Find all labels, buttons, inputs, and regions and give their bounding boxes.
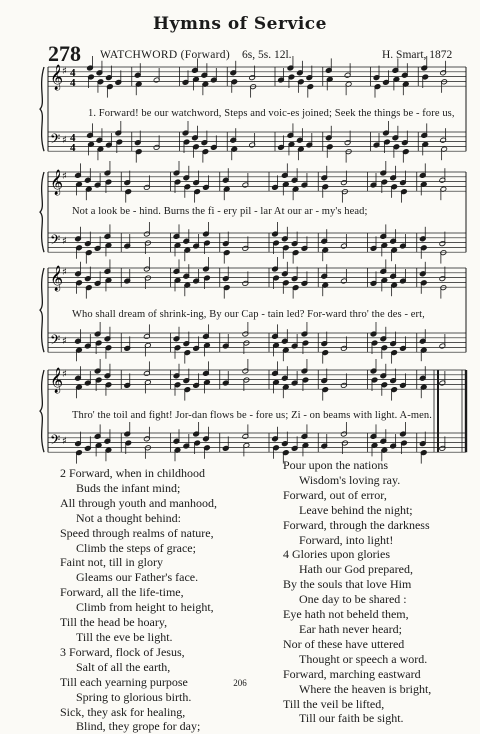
verse-line: 2 Forward, when in childhood <box>60 466 205 480</box>
brace <box>40 370 44 452</box>
treble-clef-icon: 𝄞 <box>50 368 64 393</box>
verse-line: Ear hath never heard; <box>299 621 402 636</box>
verse-line: Not a thought behind: <box>76 510 181 525</box>
lyric-line-2: Not a look be - hind. Burns the fi - ery pil - lar At our ar - my's head; <box>72 206 368 217</box>
hymn-number: 278 <box>48 41 81 66</box>
composer: H. Smart, 1872 <box>382 49 453 61</box>
verse-line: 4 Glories upon glories <box>283 547 390 562</box>
verse-line: Buds the infant mind; <box>76 480 181 495</box>
page-header-title: Hymns of Service <box>153 14 327 34</box>
verse-line: Leave behind the night; <box>299 502 413 517</box>
bass-clef-icon: 𝄢 <box>50 332 61 351</box>
verse-line: Speed through realms of nature, <box>60 525 214 540</box>
verse-line: Till the head be hoary, <box>60 615 168 630</box>
lyric-line-3: Who shall dream of shrink-ing, By our Cap - tain led? For-ward thro' the des - ert, <box>72 309 425 320</box>
tune-name: WATCHWORD (Forward) <box>100 49 230 61</box>
sharp-icon: ♯ <box>62 135 67 146</box>
verse-line: Wisdom's loving ray. <box>299 472 401 487</box>
verse-line: Sick, they ask for healing, <box>60 704 186 719</box>
lyric-line-1: 1. Forward! be our watchword, Steps and voic-es joined; Seek the things be - fore us, <box>88 108 455 119</box>
bass-clef-icon: 𝄢 <box>50 432 61 451</box>
brace <box>40 67 44 151</box>
sharp-icon: ♯ <box>62 66 67 77</box>
verse-line: 3 Forward, flock of Jesus, <box>60 644 185 659</box>
meter: 6s, 5s. 12l. <box>242 49 292 61</box>
time-signature-bottom: 4 <box>70 77 76 89</box>
brace <box>40 172 44 252</box>
sharp-icon: ♯ <box>62 436 67 447</box>
verse-line: Nor of these have uttered <box>283 636 405 651</box>
verse-line: Spring to glorious birth. <box>76 689 192 704</box>
verse-line: Till the veil be lifted, <box>283 696 385 711</box>
verse-line: Forward, marching eastward <box>283 666 421 681</box>
verse-line: Thought or speech a word. <box>299 651 428 666</box>
bass-clef-icon: 𝄢 <box>50 131 61 150</box>
verse-line: All through youth and manhood, <box>60 495 217 510</box>
verse-line: Salt of all the earth, <box>76 659 171 674</box>
page-number: 206 <box>233 678 247 688</box>
verse-line: Hath our God prepared, <box>299 562 413 577</box>
sharp-icon: ♯ <box>62 171 67 182</box>
treble-clef-icon: 𝄞 <box>50 266 64 291</box>
verse-line: Where the heaven is bright, <box>299 681 432 696</box>
verse-line: Forward, out of error, <box>283 487 387 502</box>
verse-line: By the souls that love Him <box>283 577 412 592</box>
verse-line: Forward, through the darkness <box>283 517 430 532</box>
sharp-icon: ♯ <box>62 267 67 278</box>
verse-line: Blind, they grope for day; <box>76 719 201 734</box>
brace <box>40 268 44 352</box>
treble-clef-icon: 𝄞 <box>50 65 64 90</box>
time-signature-top: 4 <box>70 67 76 79</box>
verse-line: Gleams our Father's face. <box>76 570 199 585</box>
verse-line: One day to be shared : <box>299 592 407 607</box>
treble-clef-icon: 𝄞 <box>50 170 64 195</box>
verse-line: Faint not, till in glory <box>60 555 164 570</box>
verse-line: Forward, all the life-time, <box>60 585 184 600</box>
time-signature-top: 4 <box>70 132 76 144</box>
verses-left-column <box>60 466 217 734</box>
verse-line: Forward, into light! <box>299 532 394 547</box>
sharp-icon: ♯ <box>62 336 67 347</box>
bass-clef-icon: 𝄢 <box>50 232 61 251</box>
sharp-icon: ♯ <box>62 369 67 380</box>
lyric-line-4: Thro' the toil and fight! Jor-dan flows be - fore us; Zi - on beams with light. A-men. <box>72 410 432 421</box>
verse-line: Climb from height to height, <box>76 600 214 615</box>
verse-line: Eye hath not beheld them, <box>283 607 409 622</box>
verse-line: Pour upon the nations <box>283 458 388 472</box>
verse-line: Till the eve be light. <box>76 629 173 644</box>
verse-line: Till each yearning purpose <box>60 674 188 689</box>
time-signature-bottom: 4 <box>70 142 76 154</box>
verse-line: Till our faith be sight. <box>299 711 404 726</box>
verse-line: Climb the steps of grace; <box>76 540 196 555</box>
sharp-icon: ♯ <box>62 236 67 247</box>
